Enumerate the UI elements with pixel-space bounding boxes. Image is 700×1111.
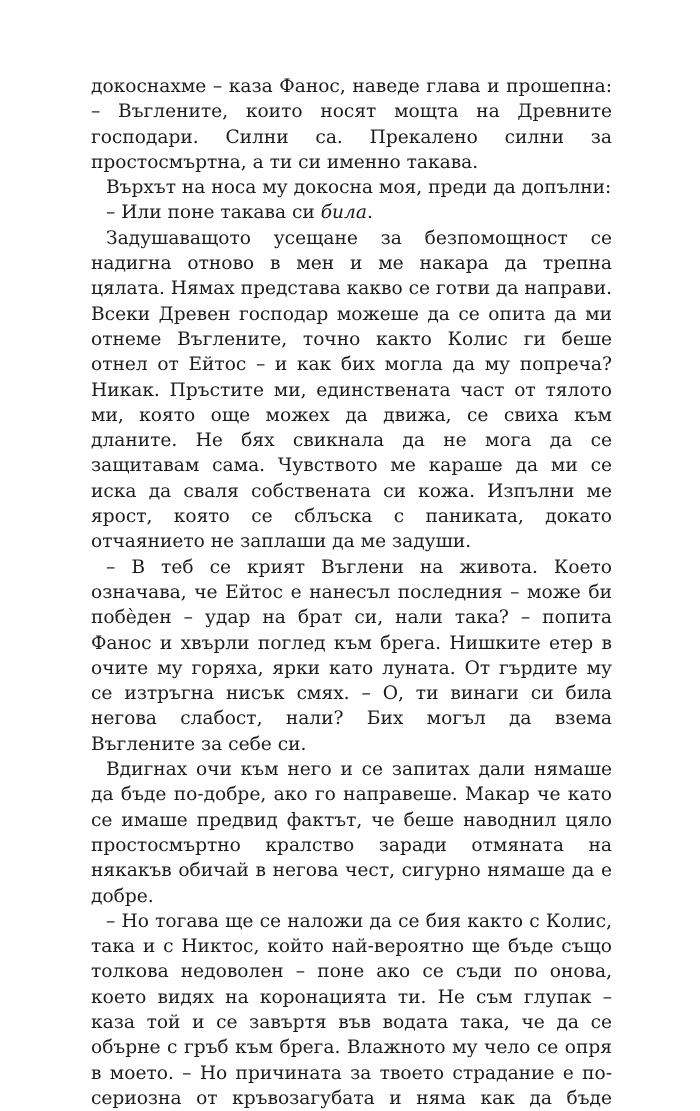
paragraph: – В теб се крият Въглени на живота. Което означава, че Ейтос е нанесъл последния – може би побѐден – удар на брат си, нали така? – попита Фанос и хвърли поглед към брега. Нишките етер в очите му горяха, ярки като луната. От гърдите му се изтръгна нисък смях. – О, ти винаги си била негова слабост, нали? Бих могъл да взема Въглените за себе си. [91,556,612,755]
paragraph [91,200,612,225]
paragraph: докоснахме – каза Фанос, наведе глава и прошепна: – Въглените, които носят мощта на Древните господари. Силни са. Прекалено силни за простосмъртна, а ти си именно такава. [91,76,612,173]
paragraph: – Но тогава ще се наложи да се бия както с Колис, така и с Никтос, който най-вероятно ще бъде също толкова недоволен – поне ако се съди по онова, което видях на коронацията ти. Не съм глупак – каза той и се завъртя във водата така, че да се обърне с гръб към брега. Влажното му чело се опря в моето. – Но причината за твоето страдание е по-сериозна от кръвозагубата и няма как да бъде [91,910,612,1109]
paragraph-text: – Или поне такава си [106,202,321,224]
paragraph: Задушаващото усещане за безпомощност се надигна отново в мен и ме накара да трепна цялата. Нямах представа какво се готви да направи. Всеки Древен господар можеше да се опита да ми отнеме Въглените, точно както Колис ги беше отнел от Ейтос – и как бих могла да му попреча? Никак. Пръстите ми, единствената част от тялото ми, която още можех да движа, се свиха към дланите. Не бях свикнала да не мога да се защитавам сама. Чувството ме караше да ми се иска да сваля собствената си кожа. Изпълни ме ярост, която се сблъска с паниката, докато отчаянието не заплаши да ме задуши. [91,227,612,553]
page-text [91,74,612,1111]
paragraph: Върхът на носа му докосна моя, преди да допълни: [106,177,612,199]
emphasized-word: била [320,202,367,224]
paragraph-text: . [366,202,373,224]
paragraph: Вдигнах очи към него и се запитах дали нямаше да бъде по-добре, ако го направеше. Макар че като се имаше предвид фактът, че беше наводнил цяло простосмъртно кралство заради отмяната на някакъв обичай в негова чест, сигурно нямаше да е добре. [91,759,612,907]
